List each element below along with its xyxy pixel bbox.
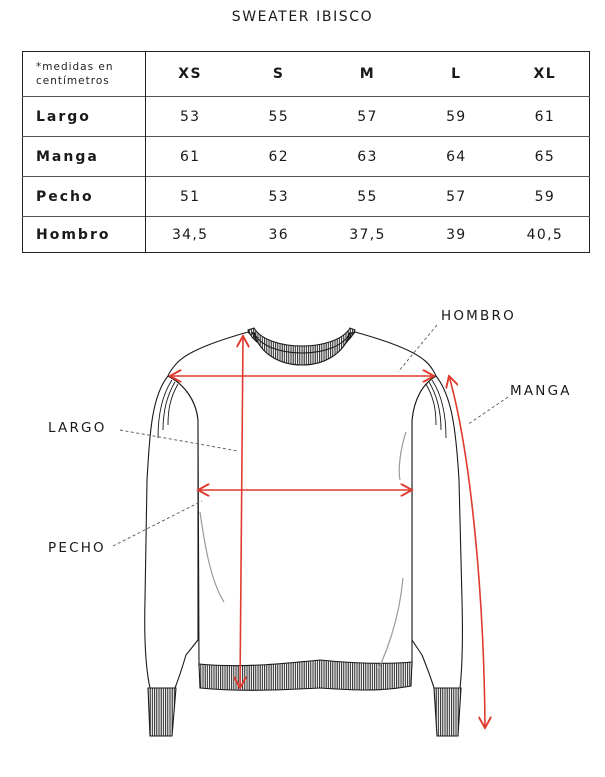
table-row-hombro xyxy=(23,217,590,253)
table-row-manga xyxy=(23,137,590,177)
units-note xyxy=(23,52,146,97)
cell-value: 51 xyxy=(146,177,235,217)
cell-value: 59 xyxy=(412,97,501,137)
cell-value: 36 xyxy=(234,217,323,253)
units-note-line-2: centímetros xyxy=(36,75,110,87)
sweater-diagram xyxy=(0,290,605,777)
cell-value: 62 xyxy=(234,137,323,177)
row-label: Hombro xyxy=(23,217,146,253)
size-table xyxy=(22,51,590,253)
cell-value: 63 xyxy=(323,137,412,177)
size-header-s: S xyxy=(272,66,285,82)
sweater-illustration xyxy=(145,328,463,736)
left-sleeve xyxy=(145,376,198,688)
cell-value: 55 xyxy=(234,97,323,137)
table-row-pecho xyxy=(23,177,590,217)
cell-value: 53 xyxy=(146,97,235,137)
label-manga: MANGA xyxy=(510,383,572,399)
left-cuff xyxy=(148,688,176,736)
size-header-l: L xyxy=(451,66,462,82)
cell-value: 61 xyxy=(146,137,235,177)
label-hombro: HOMBRO xyxy=(441,308,516,324)
cell-value: 59 xyxy=(501,177,590,217)
page-title: SWEATER IBISCO xyxy=(231,9,374,25)
row-label: Largo xyxy=(23,97,146,137)
right-sleeve xyxy=(412,376,462,688)
cell-value: 40,5 xyxy=(501,217,590,253)
row-label: Pecho xyxy=(23,177,146,217)
cell-value: 34,5 xyxy=(146,217,235,253)
row-label: Manga xyxy=(23,137,146,177)
size-header-xs: XS xyxy=(178,66,203,82)
label-pecho: PECHO xyxy=(48,540,106,556)
cell-value: 53 xyxy=(234,177,323,217)
table-header-row xyxy=(23,52,590,97)
table-row-largo xyxy=(23,97,590,137)
sweater-body xyxy=(168,332,436,666)
size-header-xl: XL xyxy=(533,66,557,82)
cell-value: 55 xyxy=(323,177,412,217)
cell-value: 65 xyxy=(501,137,590,177)
cell-value: 64 xyxy=(412,137,501,177)
cell-value: 39 xyxy=(412,217,501,253)
units-note-line-1: *medidas en xyxy=(36,61,114,73)
cell-value: 57 xyxy=(323,97,412,137)
leader-manga xyxy=(467,397,508,425)
cell-value: 61 xyxy=(501,97,590,137)
label-largo: LARGO xyxy=(48,420,107,436)
size-header-m: M xyxy=(359,66,376,82)
cell-value: 57 xyxy=(412,177,501,217)
right-cuff xyxy=(434,688,461,736)
cell-value: 37,5 xyxy=(323,217,412,253)
